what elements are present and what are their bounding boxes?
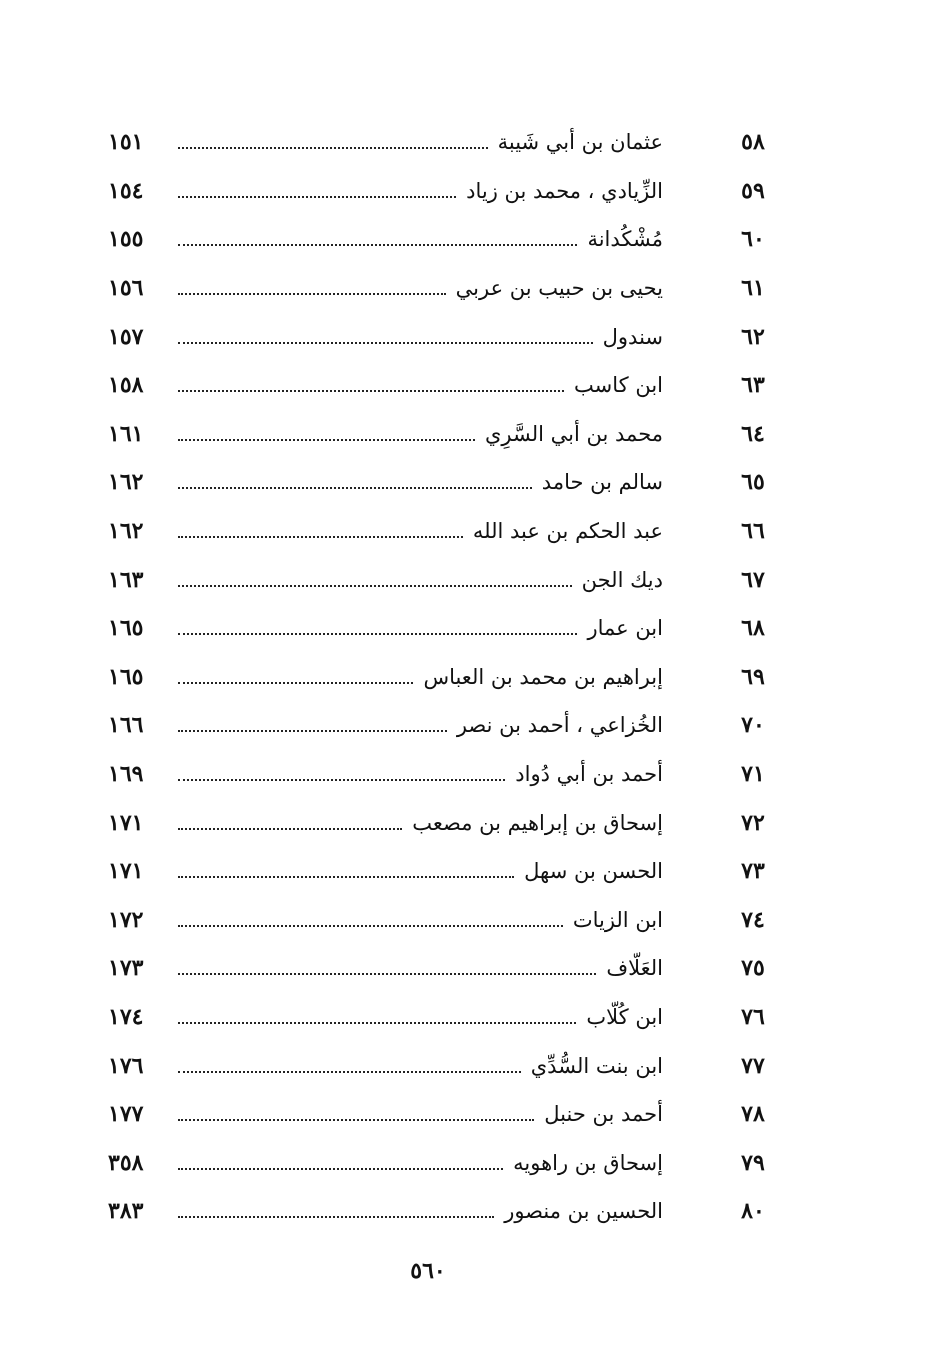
dot-leader	[178, 147, 488, 149]
toc-entry	[108, 1138, 788, 1187]
entry-number: ٧٠	[741, 712, 765, 739]
entry-title: عبد الحكم بن عبد الله	[472, 519, 663, 544]
entry-page: ١٧٤	[108, 1003, 144, 1030]
page-number: ٥٦٠	[410, 1258, 446, 1284]
entry-title: إسحاق بن إبراهيم بن مصعب	[412, 810, 663, 835]
dot-leader	[178, 973, 596, 975]
dot-leader	[178, 342, 593, 344]
entry-number: ٦٨	[741, 615, 765, 642]
toc-entry	[108, 215, 788, 264]
entry-number: ٧٥	[741, 955, 765, 982]
dot-leader	[178, 196, 456, 198]
entry-number: ٦٠	[741, 226, 765, 253]
entry-page: ٣٥٨	[108, 1149, 144, 1176]
entry-page: ١٧٧	[108, 1101, 144, 1128]
entry-number: ٧٨	[741, 1101, 765, 1128]
toc-entry	[108, 1187, 788, 1236]
dot-leader	[178, 439, 475, 441]
dot-leader	[178, 1022, 576, 1024]
toc-entry	[108, 507, 788, 556]
entry-page: ١٧١	[108, 809, 144, 836]
entry-number: ٦٣	[741, 372, 765, 399]
toc-entry	[108, 944, 788, 993]
entry-number: ٧٩	[741, 1149, 765, 1176]
toc-entry	[108, 458, 788, 507]
entry-page: ١٦٥	[108, 663, 144, 690]
dot-leader	[178, 730, 447, 732]
entry-page: ٣٨٣	[108, 1198, 144, 1225]
entry-title: إسحاق بن راهويه	[513, 1150, 663, 1175]
toc-entry	[108, 750, 788, 799]
entry-page: ١٦٣	[108, 566, 144, 593]
entry-title: الحسن بن سهل	[524, 859, 663, 884]
entry-number: ٦٩	[741, 663, 765, 690]
entry-page: ١٥٦	[108, 275, 144, 302]
entry-title: أحمد بن حنبل	[544, 1102, 663, 1127]
dot-leader	[178, 585, 572, 587]
toc-entry	[108, 701, 788, 750]
entry-number: ٦٥	[741, 469, 765, 496]
entry-number: ٨٠	[741, 1198, 765, 1225]
dot-leader	[178, 1071, 521, 1073]
toc-entry	[108, 410, 788, 459]
entry-page: ١٦٢	[108, 469, 144, 496]
dot-leader	[178, 876, 514, 878]
toc-entry	[108, 1041, 788, 1090]
entry-number: ٦٤	[741, 420, 765, 447]
toc-entry	[108, 118, 788, 167]
toc-entry	[108, 312, 788, 361]
entry-title: ابن الزيات	[572, 907, 663, 932]
dot-leader	[178, 682, 413, 684]
dot-leader	[178, 390, 564, 392]
entry-title: إبراهيم بن محمد بن العباس	[423, 664, 663, 689]
toc-entry	[108, 653, 788, 702]
entry-title: الخُزاعي ، أحمد بن نصر	[456, 713, 663, 738]
dot-leader	[178, 828, 402, 830]
entry-page: ١٧٢	[108, 906, 144, 933]
entry-title: يحيى بن حبيب بن عربي	[455, 276, 663, 301]
dot-leader	[178, 487, 532, 489]
entry-number: ٧١	[741, 761, 765, 788]
toc-entry	[108, 555, 788, 604]
entry-title: ابن كاسب	[574, 373, 663, 398]
entry-page: ١٦٥	[108, 615, 144, 642]
dot-leader	[178, 1168, 503, 1170]
entry-number: ٧٦	[741, 1003, 765, 1030]
entry-page: ١٦٩	[108, 761, 144, 788]
entry-page: ١٥٨	[108, 372, 144, 399]
toc-entry	[108, 604, 788, 653]
dot-leader	[178, 1216, 494, 1218]
entry-title: العَلّاف	[606, 956, 663, 981]
toc-entry	[108, 361, 788, 410]
entry-page: ١٥١	[108, 129, 144, 156]
entry-number: ٦١	[741, 275, 765, 302]
entry-title: سندول	[602, 324, 663, 349]
entry-number: ٧٧	[741, 1052, 765, 1079]
entry-number: ٥٨	[741, 129, 765, 156]
dot-leader	[178, 536, 463, 538]
entry-title: محمد بن أبي السَّرِي	[485, 421, 663, 446]
entry-number: ٦٦	[741, 518, 765, 545]
entry-title: أحمد بن أبي دُواد	[515, 762, 663, 787]
dot-leader	[178, 925, 563, 927]
toc-entry	[108, 993, 788, 1042]
dot-leader	[178, 1119, 534, 1121]
dot-leader	[178, 779, 505, 781]
dot-leader	[178, 293, 446, 295]
entry-page: ١٦٢	[108, 518, 144, 545]
entry-page: ١٥٧	[108, 323, 144, 350]
entry-page: ١٥٥	[108, 226, 144, 253]
dot-leader	[178, 244, 577, 246]
toc-entry	[108, 896, 788, 945]
toc-entry	[108, 167, 788, 216]
entry-number: ٦٧	[741, 566, 765, 593]
entry-page: ١٧٦	[108, 1052, 144, 1079]
entry-page: ١٥٤	[108, 177, 144, 204]
entry-number: ٥٩	[741, 177, 765, 204]
dot-leader	[178, 633, 577, 635]
entry-title: ديك الجن	[581, 567, 663, 592]
entry-page: ١٦١	[108, 420, 144, 447]
entry-title: سالم بن حامد	[541, 470, 663, 495]
entry-title: عثمان بن أبي شَيبة	[497, 130, 663, 155]
toc-entry	[108, 1090, 788, 1139]
entry-title: مُشْكُدانة	[587, 227, 663, 252]
entry-number: ٧٣	[741, 858, 765, 885]
entry-title: الزِّيادي ، محمد بن زياد	[466, 178, 663, 203]
table-of-contents	[108, 118, 788, 1236]
toc-entry	[108, 264, 788, 313]
entry-title: ابن بنت السُّدِّي	[530, 1053, 663, 1078]
entry-title: ابن كُلّاب	[586, 1004, 663, 1029]
entry-title: ابن عمار	[587, 616, 663, 641]
entry-number: ٧٢	[741, 809, 765, 836]
toc-entry	[108, 847, 788, 896]
entry-title: الحسين بن منصور	[504, 1199, 663, 1224]
entry-number: ٦٢	[741, 323, 765, 350]
entry-page: ١٧٣	[108, 955, 144, 982]
entry-page: ١٧١	[108, 858, 144, 885]
toc-entry	[108, 798, 788, 847]
entry-number: ٧٤	[741, 906, 765, 933]
entry-page: ١٦٦	[108, 712, 144, 739]
